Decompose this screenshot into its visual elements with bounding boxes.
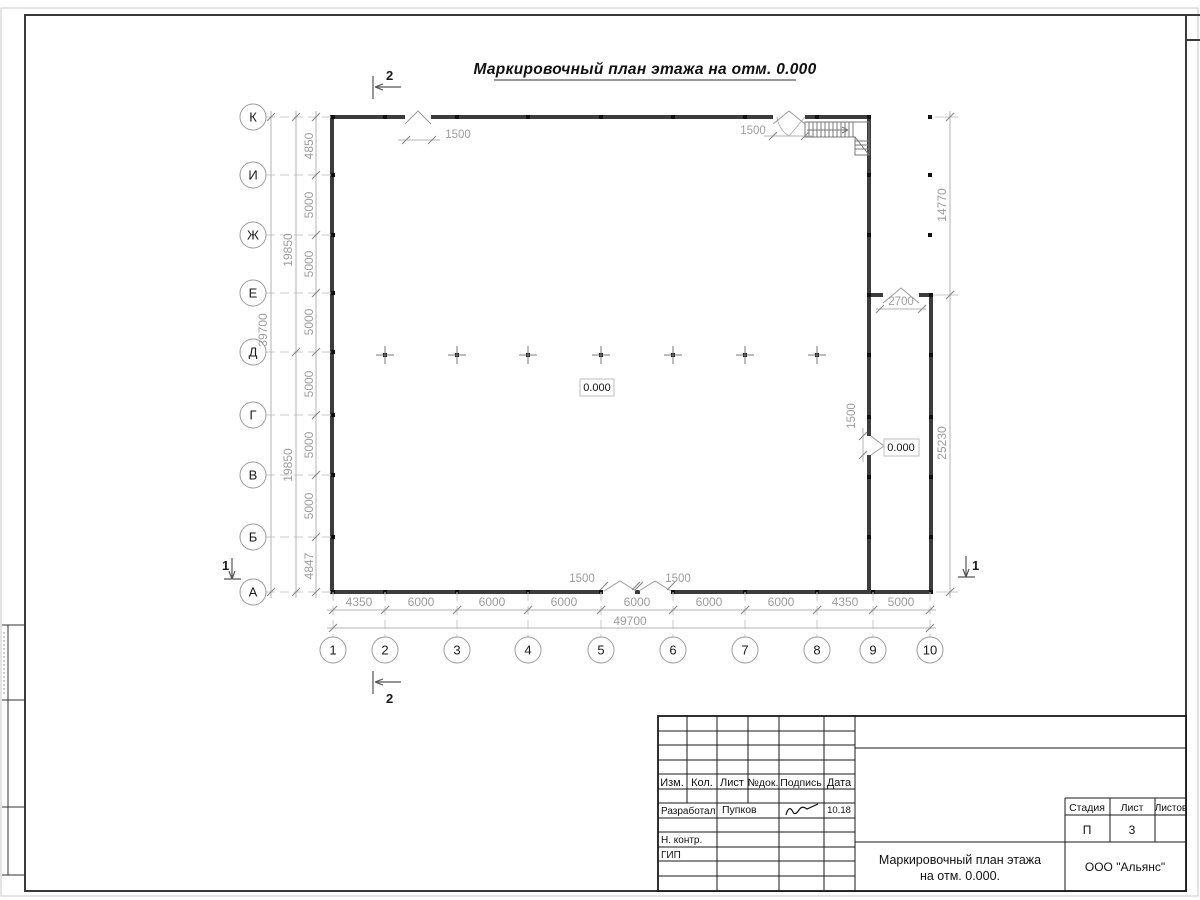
dim-label: 4350	[831, 595, 859, 609]
side-stamp	[2, 625, 25, 875]
gate-symbol-top-left	[405, 111, 431, 124]
axis-lines-left	[266, 117, 332, 592]
elevation-value: 0.000	[583, 382, 611, 394]
stair-treads-vertical-run	[855, 137, 869, 155]
tb-doc-name-line2: на отм. 0.000.	[919, 869, 1001, 883]
title-block	[658, 716, 1187, 891]
dim-label: 5000	[302, 431, 316, 459]
section-number: 2	[386, 68, 394, 83]
section-number: 2	[386, 691, 394, 706]
dimensions-bottom	[346, 595, 915, 628]
dim-label: 4350	[345, 595, 373, 609]
tb-header: Кол.	[691, 777, 713, 789]
dim-total-label: 19850	[281, 448, 295, 482]
dim-label: 6000	[695, 595, 723, 609]
axis-circles-left	[240, 104, 266, 605]
tb-sheet-label: Лист	[1120, 802, 1144, 814]
axis-label: 5	[597, 642, 605, 658]
axis-lines	[266, 117, 958, 637]
section-number: 1	[222, 558, 230, 573]
dim-label: 6000	[407, 595, 435, 609]
tb-header: Изм.	[660, 777, 684, 789]
tb-date: 10.18	[827, 805, 851, 816]
axis-label: Г	[249, 407, 257, 423]
axis-label: 7	[741, 642, 749, 658]
tb-role: Н. контр.	[661, 835, 703, 846]
axis-label: 8	[813, 642, 821, 658]
columns	[331, 115, 933, 594]
axis-label: Е	[248, 285, 258, 301]
tb-header: Подпись	[780, 777, 822, 789]
axis-label: 4	[524, 642, 532, 658]
dim-label: 4850	[302, 132, 316, 160]
tb-sheets-label: Листов	[1154, 803, 1188, 814]
axis-circles-bottom	[320, 637, 943, 663]
opening-dim-label: 1500	[569, 573, 595, 585]
dim-label: 5000	[302, 250, 316, 278]
tb-header: Дата	[826, 777, 852, 789]
dim-label: 6000	[478, 595, 506, 609]
side-stamp-grid	[2, 625, 25, 875]
axis-label: 9	[869, 642, 877, 658]
dim-label: 5000	[887, 595, 915, 609]
door-swing	[777, 117, 805, 136]
opening-dim-label: 1500	[846, 403, 858, 429]
opening-dim-label: 1500	[740, 125, 766, 137]
opening-dim-label: 1500	[445, 129, 471, 141]
axis-label: И	[248, 167, 258, 183]
door-symbol-right-wall	[871, 436, 884, 455]
dimension-ticks	[267, 113, 954, 632]
tb-name: Пупков	[722, 804, 757, 816]
walls	[330, 117, 931, 592]
tb-header: Лист	[720, 777, 744, 789]
page-title: Маркировочный план этажа на отм. 0.000	[473, 61, 817, 78]
extension-lines-right	[933, 117, 958, 592]
tb-stage-label: Стадия	[1069, 802, 1105, 814]
tb-role: Разработал	[661, 806, 716, 817]
dim-label: 5000	[302, 191, 316, 219]
tb-doc-name-line1: Маркировочный план этажа	[878, 853, 1042, 867]
tb-role: ГИП	[661, 850, 681, 861]
axis-label: А	[248, 584, 258, 600]
dim-total-label: 49700	[613, 614, 647, 628]
axis-label: Ж	[246, 227, 260, 243]
dim-label: 5000	[302, 492, 316, 520]
dim-label: 5000	[302, 308, 316, 336]
plan-title-group	[473, 61, 816, 80]
column-dots	[331, 115, 933, 594]
opening-dim-label: 2700	[888, 296, 914, 308]
column-cross-marks	[376, 346, 826, 364]
axis-label: В	[248, 467, 258, 483]
axis-label: 2	[381, 642, 389, 658]
dimensions-right	[935, 188, 949, 460]
axis-label: К	[249, 109, 257, 125]
axis-label: 10	[922, 642, 938, 658]
axis-label: 1	[329, 642, 337, 658]
dim-total-label: 19850	[281, 233, 295, 267]
dim-label: 14770	[935, 188, 949, 222]
dim-label: 5000	[302, 370, 316, 398]
dim-label: 6000	[623, 595, 651, 609]
tb-header: №док.	[747, 777, 779, 789]
dim-label: 6000	[550, 595, 578, 609]
tb-sheet-value: 3	[1128, 823, 1136, 837]
tb-stage-value: П	[1082, 823, 1092, 837]
dim-label: 4847	[302, 552, 316, 580]
dim-label: 25230	[935, 426, 949, 460]
elevation-value: 0.000	[887, 442, 915, 454]
axis-label: Б	[248, 529, 258, 545]
section-number: 1	[972, 558, 980, 573]
dim-total-label: 39700	[256, 313, 270, 347]
wall-lines	[330, 117, 931, 592]
axis-label: 3	[453, 642, 461, 658]
tb-company: ООО "Альянс"	[1084, 860, 1166, 874]
axis-label: 6	[669, 642, 677, 658]
opening-symbols	[405, 111, 919, 591]
axis-label: Д	[248, 344, 258, 360]
dim-label: 6000	[767, 595, 795, 609]
gate-symbols-bottom	[604, 581, 671, 591]
opening-dim-label: 1500	[665, 573, 691, 585]
dimension-lines	[271, 111, 950, 628]
